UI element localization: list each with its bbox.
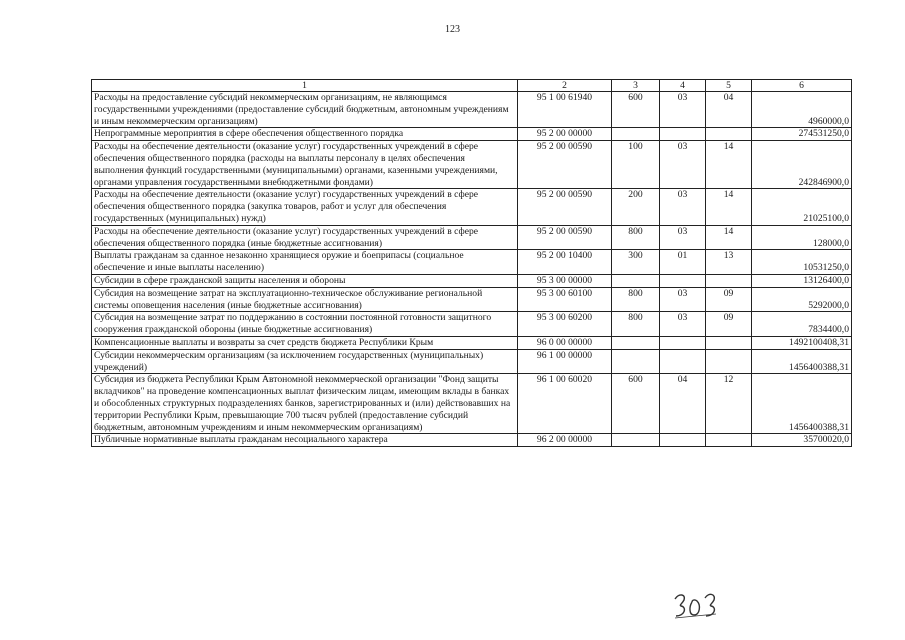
table-row — [92, 274, 852, 287]
row-name: Выплаты гражданам за сданное незаконно хранящиеся оружие и боеприпасы (социальное обеспечение и иные выплаты населению) — [92, 250, 518, 275]
row-name: Расходы на обеспечение деятельности (оказание услуг) государственных учреждений в сфере обеспечения общественного порядка (закупка товаров, работ и услуг для обеспечения государственных (муниципальных) нужд) — [92, 189, 518, 225]
row-code: 95 2 00 00000 — [518, 128, 612, 141]
row-subsection: 04 — [706, 92, 752, 128]
row-section: 01 — [660, 250, 706, 275]
table-row — [92, 312, 852, 337]
column-header-2: 2 — [518, 80, 612, 92]
table-row — [92, 92, 852, 128]
row-subsection: 14 — [706, 189, 752, 225]
row-amount: 35700020,0 — [752, 434, 852, 447]
table-row — [92, 434, 852, 447]
row-amount: 7834400,0 — [752, 312, 852, 337]
row-section: 03 — [660, 92, 706, 128]
row-amount: 1456400388,31 — [752, 374, 852, 434]
row-type — [612, 336, 660, 349]
row-amount: 1492100408,31 — [752, 336, 852, 349]
row-type — [612, 128, 660, 141]
row-code: 96 1 00 60020 — [518, 374, 612, 434]
row-section — [660, 434, 706, 447]
row-amount: 128000,0 — [752, 225, 852, 250]
row-subsection: 12 — [706, 374, 752, 434]
row-name: Непрограммные мероприятия в сфере обеспечения общественного порядка — [92, 128, 518, 141]
row-amount: 5292000,0 — [752, 287, 852, 312]
row-name: Субсидии в сфере гражданской защиты населения и обороны — [92, 274, 518, 287]
row-amount: 10531250,0 — [752, 250, 852, 275]
table-row — [92, 141, 852, 189]
table-row — [92, 250, 852, 275]
row-section: 03 — [660, 287, 706, 312]
row-subsection — [706, 349, 752, 374]
row-subsection: 14 — [706, 225, 752, 250]
table-row — [92, 287, 852, 312]
column-header-3: 3 — [612, 80, 660, 92]
row-type: 800 — [612, 312, 660, 337]
row-code: 95 2 00 10400 — [518, 250, 612, 275]
row-subsection: 14 — [706, 141, 752, 189]
row-type — [612, 434, 660, 447]
row-subsection — [706, 434, 752, 447]
row-amount: 21025100,0 — [752, 189, 852, 225]
row-type: 200 — [612, 189, 660, 225]
row-type: 600 — [612, 92, 660, 128]
row-type: 600 — [612, 374, 660, 434]
row-section — [660, 274, 706, 287]
row-section: 03 — [660, 189, 706, 225]
row-name: Расходы на обеспечение деятельности (оказание услуг) государственных учреждений в сфере обеспечения общественного порядка (иные бюджетные ассигнования) — [92, 225, 518, 250]
row-code: 95 3 00 60100 — [518, 287, 612, 312]
row-section: 04 — [660, 374, 706, 434]
page-number: 123 — [445, 24, 460, 35]
row-section: 03 — [660, 141, 706, 189]
table-row — [92, 128, 852, 141]
row-type — [612, 274, 660, 287]
row-subsection: 09 — [706, 312, 752, 337]
row-amount: 1456400388,31 — [752, 349, 852, 374]
table-row — [92, 349, 852, 374]
table-header-row — [92, 80, 852, 92]
row-code: 95 3 00 60200 — [518, 312, 612, 337]
row-subsection — [706, 128, 752, 141]
row-type: 100 — [612, 141, 660, 189]
row-amount: 4960000,0 — [752, 92, 852, 128]
row-section — [660, 128, 706, 141]
handwritten-page-number — [672, 590, 720, 620]
row-section — [660, 336, 706, 349]
row-section: 03 — [660, 312, 706, 337]
row-name: Компенсационные выплаты и возвраты за счет средств бюджета Республики Крым — [92, 336, 518, 349]
row-name: Расходы на предоставление субсидий некоммерческим организациям, не являющимся государственными учреждениями (предоставление субсидий бюджетным, автономным учреждениям и иным некоммерческим организациям) — [92, 92, 518, 128]
table-row — [92, 189, 852, 225]
table-row — [92, 374, 852, 434]
table-row — [92, 225, 852, 250]
row-type: 300 — [612, 250, 660, 275]
row-code: 95 1 00 61940 — [518, 92, 612, 128]
row-code: 96 0 00 00000 — [518, 336, 612, 349]
row-name: Субсидия на возмещение затрат на эксплуатационно-техническое обслуживание региональной системы оповещения населения (иные бюджетные ассигнования) — [92, 287, 518, 312]
row-type: 800 — [612, 287, 660, 312]
row-subsection: 13 — [706, 250, 752, 275]
row-subsection — [706, 336, 752, 349]
row-code: 96 2 00 00000 — [518, 434, 612, 447]
column-header-1: 1 — [92, 80, 518, 92]
row-name: Субсидия из бюджета Республики Крым Автономной некоммерческой организации "Фонд защиты вкладчиков" на проведение компенсационных выплат физическим лицам, имеющим вклады в банках и обособленных структурных подразделениях банков, зарегистрированных и (или) действовавших на территории Республики Крым, превышающие 700 тысяч рублей (предоставление субсидий бюджетным, автономным учреждениям и иным некоммерческим организациям) — [92, 374, 518, 434]
row-code: 95 2 00 00590 — [518, 141, 612, 189]
row-amount: 274531250,0 — [752, 128, 852, 141]
row-amount: 13126400,0 — [752, 274, 852, 287]
row-subsection: 09 — [706, 287, 752, 312]
row-type — [612, 349, 660, 374]
row-name: Субсидии некоммерческим организациям (за исключением государственных (муниципальных) учреждений) — [92, 349, 518, 374]
column-header-5: 5 — [706, 80, 752, 92]
row-code: 96 1 00 00000 — [518, 349, 612, 374]
row-subsection — [706, 274, 752, 287]
row-section: 03 — [660, 225, 706, 250]
table-row — [92, 336, 852, 349]
row-code: 95 2 00 00590 — [518, 225, 612, 250]
row-type: 800 — [612, 225, 660, 250]
table-body — [92, 92, 852, 447]
column-header-4: 4 — [660, 80, 706, 92]
row-amount: 242846900,0 — [752, 141, 852, 189]
column-header-6: 6 — [752, 80, 852, 92]
row-name: Расходы на обеспечение деятельности (оказание услуг) государственных учреждений в сфере обеспечения общественного порядка (расходы на выплаты персоналу в целях обеспечения выполнения функций государственными (муниципальными) органами, казенными учреждениями, органами управления государственными внебюджетными фондами) — [92, 141, 518, 189]
row-section — [660, 349, 706, 374]
row-code: 95 2 00 00590 — [518, 189, 612, 225]
row-code: 95 3 00 00000 — [518, 274, 612, 287]
row-name: Публичные нормативные выплаты гражданам несоциального характера — [92, 434, 518, 447]
budget-table — [91, 79, 852, 447]
row-name: Субсидия на возмещение затрат по поддержанию в состоянии постоянной готовности защитного сооружения гражданской обороны (иные бюджетные ассигнования) — [92, 312, 518, 337]
